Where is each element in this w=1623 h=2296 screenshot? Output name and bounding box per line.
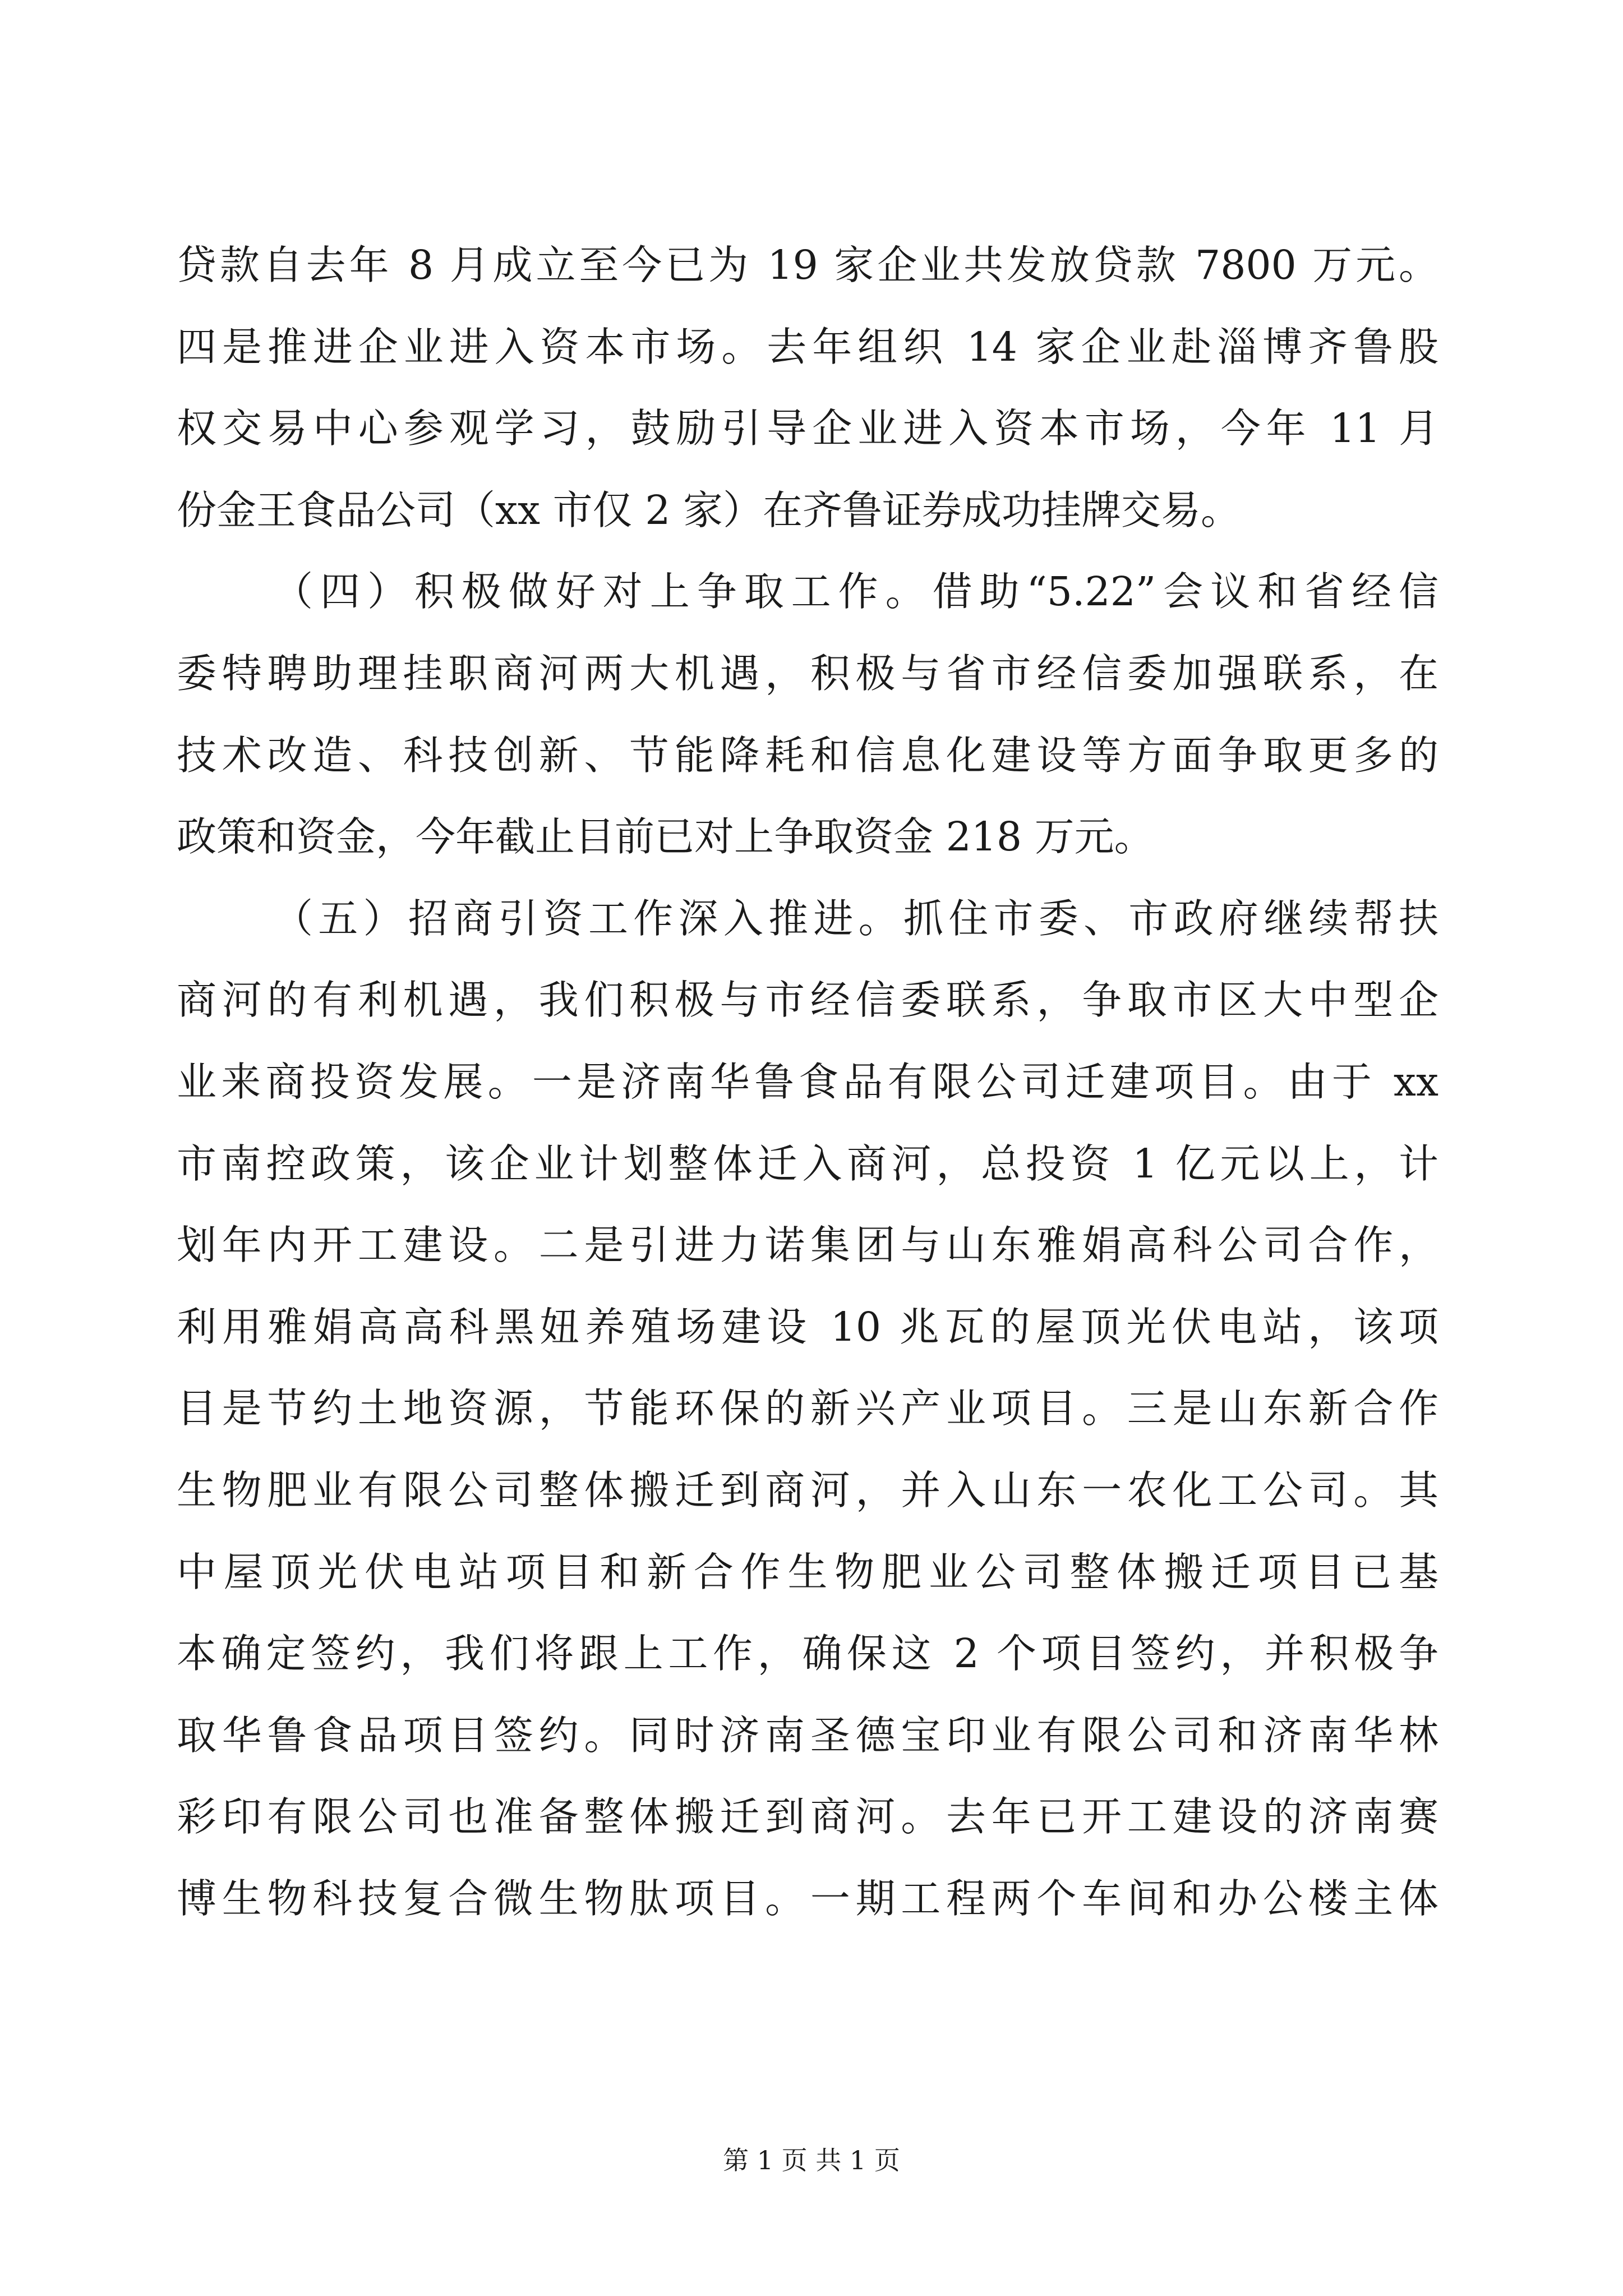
paragraph-start-line: （五）招商引资工作深入推进。抓住市委、市政府继续帮扶 (273, 895, 1438, 942)
text-line: 市南控政策，该企业计划整体迁入商河，总投资 1 亿元以上，计 (177, 1140, 1438, 1187)
text-line: 本确定签约，我们将跟上工作，确保这 2 个项目签约，并积极争 (177, 1630, 1438, 1677)
document-body (177, 224, 1438, 1939)
text-line: 中屋顶光伏电站项目和新合作生物肥业公司整体搬迁项目已基 (177, 1548, 1438, 1595)
page-number-footer: 第 1 页 共 1 页 (723, 2145, 900, 2175)
text-line: 商河的有利机遇，我们积极与市经信委联系，争取市区大中型企 (177, 977, 1438, 1024)
text-line: 利用雅娟高高科黑妞养殖场建设 10 兆瓦的屋顶光伏电站，该项 (177, 1303, 1438, 1350)
text-line: 划年内开工建设。二是引进力诺集团与山东雅娟高科公司合作， (177, 1222, 1438, 1269)
text-line: 政策和资金，今年截止目前已对上争取资金 218 万元。 (177, 813, 1154, 861)
text-line: 技术改造、科技创新、节能降耗和信息化建设等方面争取更多的 (177, 731, 1438, 779)
text-line: 彩印有限公司也准备整体搬迁到商河。去年已开工建设的济南赛 (177, 1793, 1438, 1841)
text-line: 权交易中心参观学习，鼓励引导企业进入资本市场，今年 11 月 (177, 405, 1438, 452)
text-line: 业来商投资发展。一是济南华鲁食品有限公司迁建项目。由于 xx (177, 1058, 1438, 1105)
text-line: 贷款自去年 8 月成立至今已为 19 家企业共发放贷款 7800 万元。 (177, 242, 1438, 288)
text-line: 委特聘助理挂职商河两大机遇，积极与省市经信委加强联系，在 (177, 650, 1438, 697)
paragraph-start-line: （四）积极做好对上争取工作。借助“5.22”会议和省经信 (273, 568, 1438, 615)
text-line: 目是节约土地资源，节能环保的新兴产业项目。三是山东新合作 (177, 1385, 1438, 1432)
text-line: 博生物科技复合微生物肽项目。一期工程两个车间和办公楼主体 (177, 1875, 1438, 1922)
text-line: 四是推进企业进入资本市场。去年组织 14 家企业赴淄博齐鲁股 (177, 323, 1438, 370)
text-line: 生物肥业有限公司整体搬迁到商河，并入山东一农化工公司。其 (177, 1466, 1438, 1513)
text-line: 取华鲁食品项目签约。同时济南圣德宝印业有限公司和济南华林 (177, 1711, 1438, 1759)
text-line: 份金王食品公司（xx 市仅 2 家）在齐鲁证券成功挂牌交易。 (177, 486, 1241, 533)
